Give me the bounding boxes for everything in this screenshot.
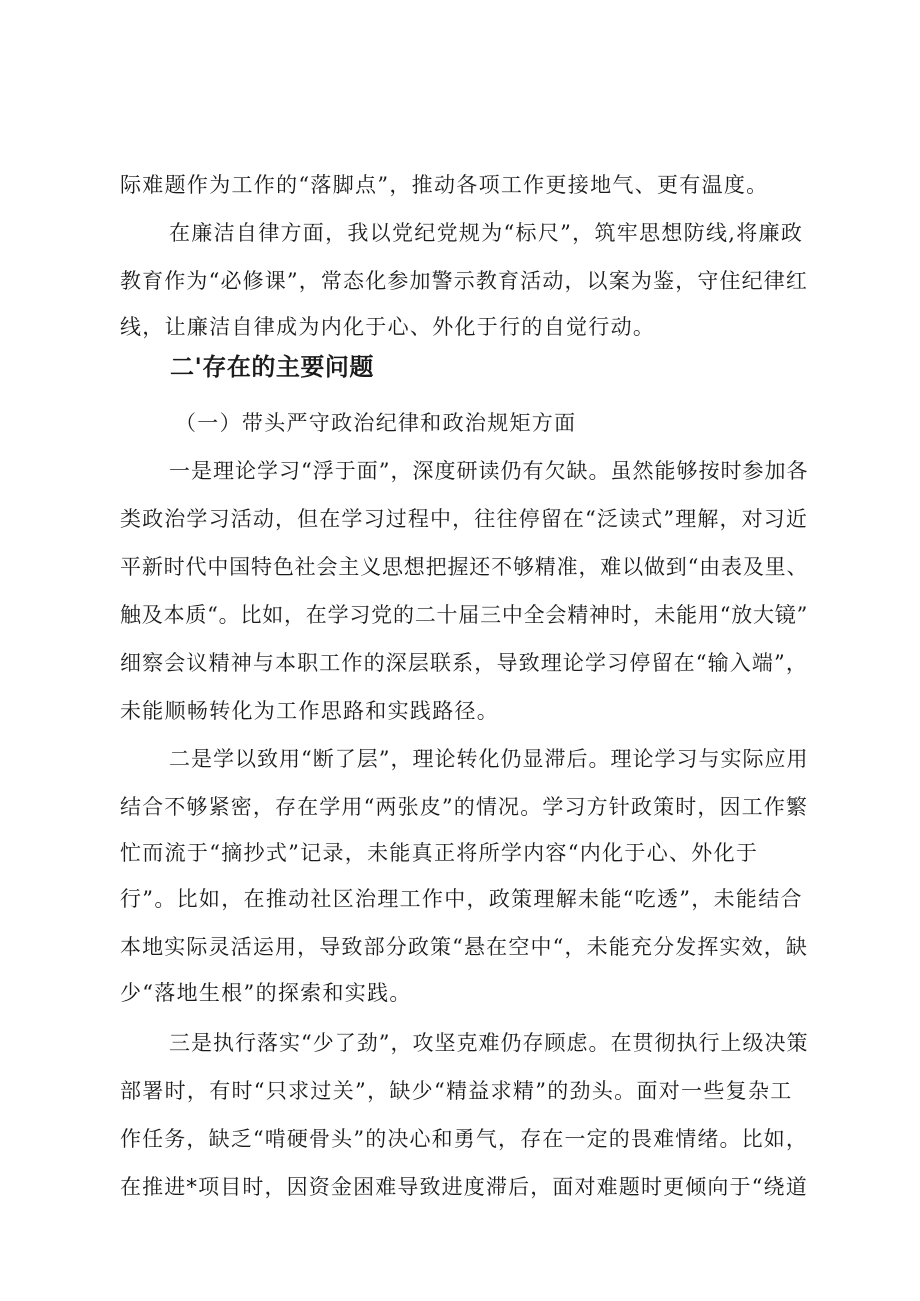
- text-line-17: 本地实际灵活运用，导致部分政策“悬在空中“，未能充分发挥实效，缺: [120, 935, 809, 959]
- text-line-11: 细察会议精神与本职工作的深层联系，导致理论学习停留在“输入端”，: [120, 651, 809, 675]
- text-line-10: 触及本质“。比如，在学习党的二十届三中全会精神时，未能用“放大镜”: [120, 603, 809, 627]
- text-line-16: 行”。比如，在推动社区治理工作中，政策理解未能“吃透”，未能结合: [120, 887, 803, 911]
- text-line-1: 际难题作为工作的“落脚点”，推动各项工作更接地气、更有温度。: [120, 173, 769, 197]
- text-line-22: 在推进*项目时，因资金困难导致进度滞后，面对难题时更倾向于“绕道: [120, 1175, 808, 1199]
- text-line-20: 部署时，有时“只求过关”，缺少“精益求精”的劲头。面对一些复杂工: [120, 1079, 793, 1103]
- text-line-19: 三是执行落实“少了劲”，攻坚克难仍存顾虑。在贯彻执行上级决策: [169, 1031, 809, 1055]
- text-line-15: 忙而流于“摘抄式”记录，未能真正将所学内容“内化于心、外化于: [120, 841, 759, 865]
- section-heading: 二'存在的主要问题: [170, 353, 374, 381]
- text-line-9: 平新时代中国特色社会主义思想把握还不够精准，难以做到“由表及里、: [120, 555, 809, 579]
- text-line-7: 一是理论学习“浮于面”，深度研读仍有欠缺。虽然能够按时参加各: [169, 459, 809, 483]
- text-line-18: 少“落地生根”的探索和实践。: [120, 981, 412, 1005]
- subsection-heading: （一）带头严守政治纪律和政治规矩方面: [175, 411, 577, 435]
- text-line-4: 线，让廉洁自律成为内化于心、外化于行的自觉行动。: [120, 315, 656, 339]
- text-line-12: 未能顺畅转化为工作思路和实践路径。: [120, 699, 500, 723]
- text-line-14: 结合不够紧密，存在学用“两张皮”的情况。学习方针政策时，因工作繁: [120, 795, 809, 819]
- text-line-8: 类政治学习活动，但在学习过程中，往往停留在“泛读式”理解，对习近: [120, 507, 809, 531]
- text-line-2: 在廉洁自律方面，我以党纪党规为“标尺”，筑牢思想防线,将廉政: [169, 221, 804, 245]
- text-line-3: 教育作为“必修课”，常态化参加警示教育活动，以案为鉴，守住纪律红: [120, 269, 809, 293]
- text-line-21: 作任务，缺乏“啃硬骨头”的决心和勇气，存在一定的畏难情绪。比如，: [120, 1127, 809, 1151]
- text-line-13: 二是学以致用“断了层”，理论转化仍显滞后。理论学习与实际应用: [169, 747, 809, 771]
